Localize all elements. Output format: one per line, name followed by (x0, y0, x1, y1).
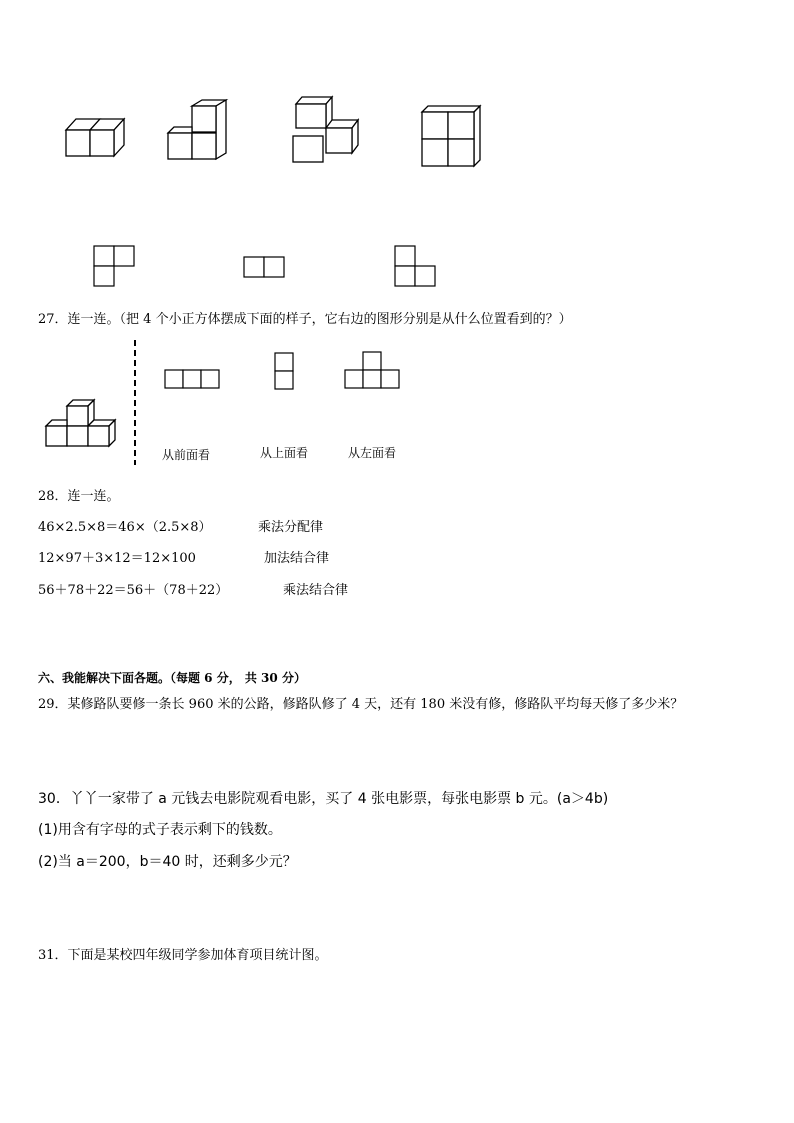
q31-text: 31．下面是某校四年级同学参加体育项目统计图。 (38, 948, 328, 963)
q27-label-front: 从前面看 (162, 448, 211, 462)
q28-expression-2: 12×97＋3×12＝12×100 (38, 551, 196, 566)
view-shape-2 (242, 255, 287, 280)
q28-expression-3: 56＋78＋22＝56＋（78＋22） (38, 583, 229, 598)
cube-figure-4 (420, 102, 490, 167)
cube-figure-2 (162, 96, 232, 161)
q28-law-2: 加法结合律 (264, 551, 330, 566)
cube-figure-3 (290, 92, 362, 162)
cube-figure-1 (60, 112, 130, 157)
q29-text: 29．某修路队要修一条长 960 米的公路，修路队修了 4 天，还有 180 米没有修，修路队平均每天修了多少米？ (38, 697, 684, 712)
dashed-divider (133, 340, 137, 465)
q28-title: 28．连一连。 (38, 489, 120, 504)
q27-cube-model (42, 390, 122, 450)
q27-label-top: 从上面看 (260, 446, 309, 460)
section-6-heading: 六、我能解决下面各题。（每题 6 分， 共 30 分） (38, 671, 306, 685)
view-shape-3 (393, 244, 438, 289)
q27-text: 27．连一连。（把 4 个小正方体摆成下面的样子，它右边的图形分别是从什么位置看到的？） (38, 312, 572, 327)
q30-text: 30．丫丫一家带了 a 元钱去电影院观看电影，买了 4 张电影票，每张电影票 b 元。(a＞4b) (38, 791, 609, 807)
q27-label-left: 从左面看 (348, 446, 397, 460)
view-shape-1 (92, 244, 137, 289)
q30-part2: (2)当 a＝200，b＝40 时，还剩多少元？ (38, 854, 297, 870)
q28-law-3: 乘法结合律 (283, 583, 349, 598)
q28-law-1: 乘法分配律 (258, 520, 324, 535)
q27-view-top (274, 352, 298, 392)
q27-view-front (164, 369, 224, 391)
q27-view-left (344, 351, 404, 391)
q28-expression-1: 46×2.5×8＝46×（2.5×8） (38, 520, 212, 535)
q30-part1: (1)用含有字母的式子表示剩下的钱数。 (38, 822, 282, 838)
